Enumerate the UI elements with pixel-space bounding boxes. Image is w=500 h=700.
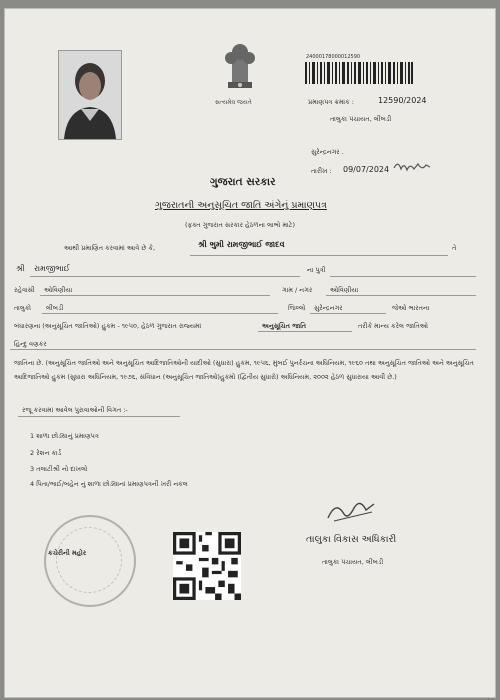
evidence-item: 1 શાળા છોડ્યાનું પ્રમાણપત્ર [30,432,99,440]
caste-name: હિન્દુ વણકર [14,340,47,348]
evidence-item: 3 તલાટીશ્રી નો દાખલો [30,465,88,473]
date-value: 09/07/2024 [343,165,390,174]
te-label: તે [452,244,457,252]
resident-underline [40,295,270,296]
cert-no-label: પ્રમાણપત્ર ક્રમાંક : [308,98,354,106]
officer-signature [324,496,380,524]
date-label: તારીખ : [311,167,332,175]
legal-paragraph: જાતિના છે. (અનુસૂચિત જાતિઓ અને અનુસૂચિત આદિજાતિઓની યાદીઓ (સુધારા) હુકમ, ૧૯૫૬, મુંબઈ પુનર્રચના અધિનિયમ, ૧૯૬૦ તથા અનુસૂચિત જાતિઓ અને અનુસૂચિત આદિજાતિઓ હુકમ (સુધારા અધિનિયમ, ૧૯૭૬, સંવિધાન (અનુસૂચિત જાતિઓ)હુકમો (દ્વિતીય સુધારો) અધિનિયમ, ૨૦૦૨ હેઠળ સુધારાયા આવી છે.) [14,359,474,381]
village-underline [326,295,476,296]
evidence-heading-underline [18,416,180,417]
person-name-underline [190,255,448,256]
evidence-item: 2 રેશન કાર્ડ [30,449,62,457]
resident-label: રહેવાસી [14,286,35,294]
emblem-caption: સત્યમેવ જયતે [215,99,252,106]
applicant-photo [58,50,122,140]
cert-no-value: 12590/2024 [378,96,427,105]
district-value: સુરેન્દ્રનગર [314,304,343,312]
caste-category-underline [258,331,352,332]
order-text: બંધારણના (અનુસૂચિત જાતિઓ) હુકમ - ૧૯૫૦, હેઠળ ગુજરાત રાજ્યમાં [14,322,202,330]
officer-office: તાલુકા પંચાયત, લીંબડી [322,558,384,566]
father-name-underline [30,276,300,277]
certificate-note: (ફક્ત ગુજરાત સરકાર હેઠળના લાભો માટે) [185,221,295,229]
barcode-icon [305,62,413,84]
resident-value: ઓવિણીયા [44,286,73,294]
father-name: રામજીભાઈ [34,264,70,273]
certificate-title: ગુજરાતની અનુસૂચિત જાતિ અંગેનું પ્રમાણપત્ર [155,200,327,211]
issuer-office: તાલુકા પંચાયત, લીંબડી [330,115,392,123]
father-prefix: શ્રી [16,264,25,273]
district-underline [310,313,386,314]
village-label: ગામ / નગર [282,286,313,294]
taluka-value: લીંબડી [46,304,64,312]
relation-underline [330,276,476,277]
caste-category: અનુસૂચિત જાતિ [262,322,307,330]
relation: ના પુત્રી [307,266,326,274]
recognized-text: તરીકે માન્ય કરેલ જાતિઓ [358,322,429,330]
certify-label: આથી પ્રમાણિત કરવામાં આવે છે કે, [64,244,156,252]
government-title: ગુજરાત સરકાર [210,176,276,188]
evidence-heading: રજૂ કરવામાં આવેલ પુરાવાઓની વિગત :- [22,406,128,414]
evidence-item: 4 પિતા/ભાઈ/બહેન નું શાળા છોડ્યાનાં પ્રમાણપત્રની ખરી નકલ [30,480,188,488]
national-emblem-icon [218,42,262,98]
handwritten-annotation [392,158,432,174]
village-value: ઓવિણીયા [330,286,359,294]
seal-text: કચેરીની મહોર [48,549,87,557]
district-line: સુરેન્દ્રનગર . [311,148,344,156]
district-label: જિલ્લો [288,304,306,312]
officer-title: તાલુકા વિકાસ અધિકારી [306,534,397,545]
office-seal-inner [56,527,122,593]
person-name: શ્રી ભુમી રામજીભાઈ જાદવ [198,240,285,249]
taluka-label: તાલુકો [14,304,32,312]
state-label: જેઓ ભારતના [392,304,430,312]
taluka-underline [42,313,278,314]
caste-name-underline [10,349,476,350]
qr-code-icon [173,532,241,600]
barcode-number: 24000178000012590 [306,54,361,60]
